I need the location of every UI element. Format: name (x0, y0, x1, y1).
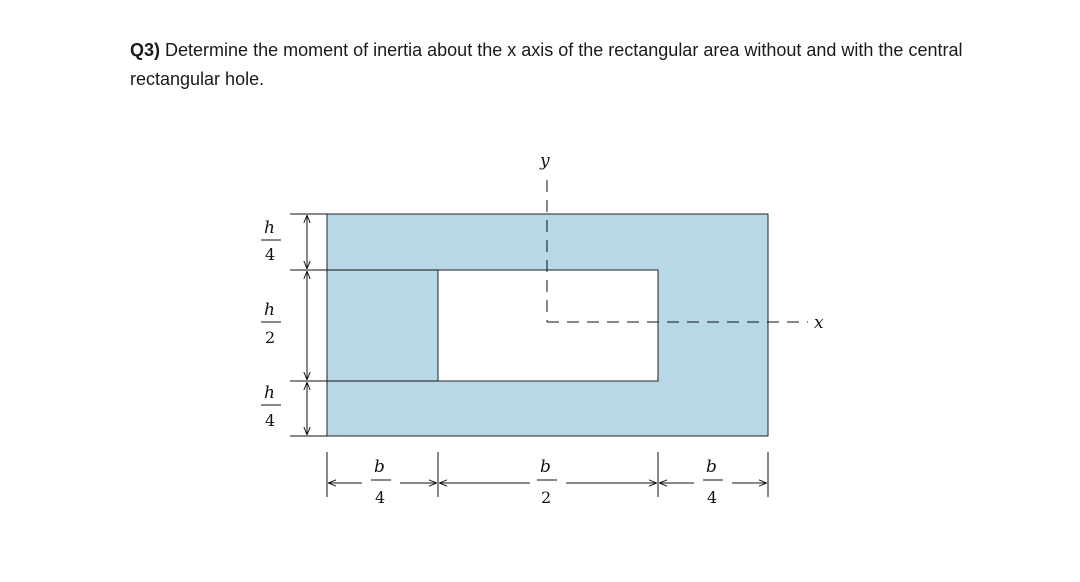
question-body: Determine the moment of inertia about the x axis of the rectangular area without and with the central rectangular hole. (130, 40, 963, 89)
label-b-over-4-right (703, 457, 723, 507)
label-b2-num: b (540, 457, 551, 477)
label-h-over-2 (261, 300, 281, 347)
label-h4-bottom-num: h (264, 383, 275, 403)
label-b-over-2 (537, 457, 557, 507)
y-axis-label: y (540, 151, 550, 171)
label-b2-den: 2 (541, 488, 552, 507)
label-b4-left-num: b (374, 457, 385, 477)
x-axis-label: x (814, 313, 824, 333)
question-number: Q3) (130, 40, 161, 60)
label-h4-top-num: h (264, 218, 275, 238)
label-b4-left-den: 4 (375, 488, 386, 507)
label-h2-den: 2 (265, 328, 276, 347)
label-h-over-4-bottom (261, 383, 281, 430)
label-h4-bottom-den: 4 (265, 411, 276, 430)
label-b-over-4-left (371, 457, 391, 507)
label-h-over-4-top (261, 218, 281, 264)
label-h4-top-den: 4 (265, 245, 276, 264)
label-b4-right-num: b (706, 457, 717, 477)
label-b4-right-den: 4 (707, 488, 718, 507)
label-h2-num: h (264, 300, 275, 320)
